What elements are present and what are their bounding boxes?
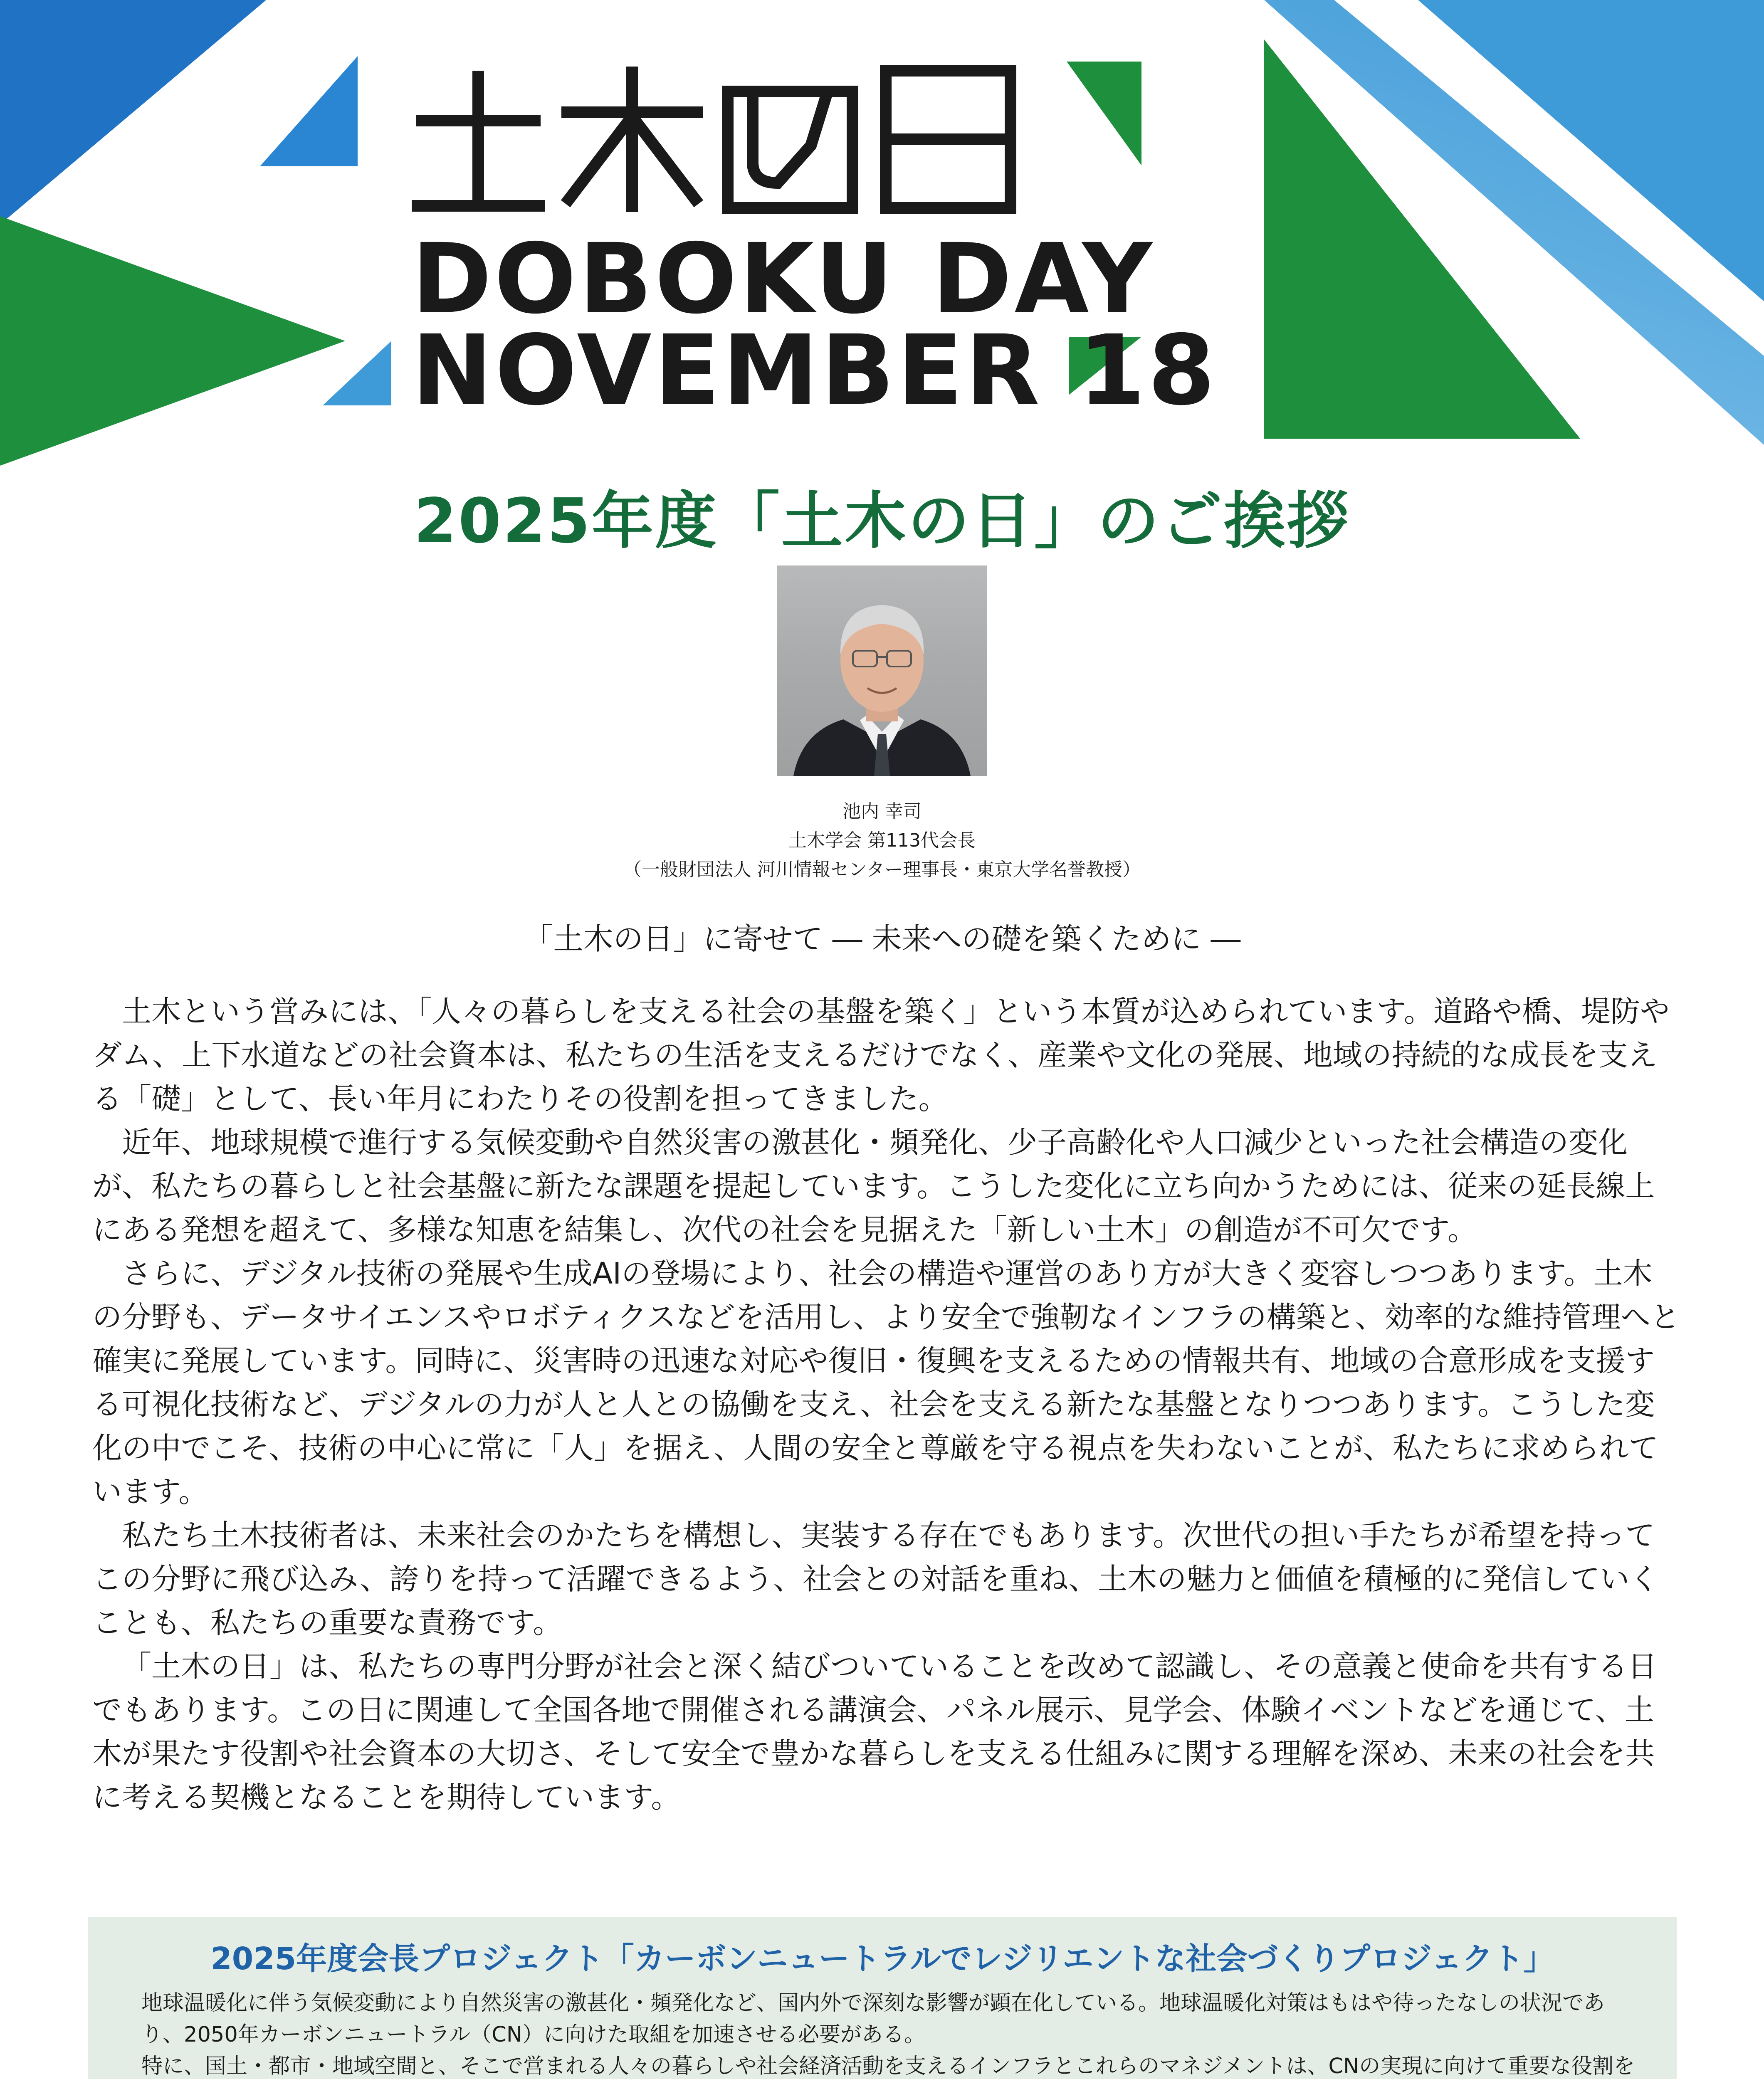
decor-triangle-left-green — [0, 216, 345, 466]
body-paragraph: 私たち土木技術者は、未来社会のかたちを構想し、実装する存在でもあります。次世代の担い手たちが希望を持ってこの分野に飛び込み、誇りを持って活躍できるよう、社会との対話を重ね、土木の魅力と価値を積極的に発信していくことも、私たちの重要な責務です。 — [92, 1518, 1659, 1640]
message-subtitle: 「土木の日」に寄せて ― 未来への礎を築くために ― — [523, 921, 1241, 956]
project-intro: 特に、国土・都市・地域空間と、そこで営まれる人々の暮らしや社会経済活動を支えるインフラとこれらのマネジメントは、CNの実現に向けて重要な役割を — [141, 2054, 1635, 2079]
body-paragraph: さらに、デジタル技術の発展や生成AIの登場により、社会の構造や運営のあり方が大きく変容しつつあります。土木の分野も、データサイエンスやロボティクスなどを活用し、より安全で強靭なインフラの構築と、効率的な維持管理へと確実に発展しています。同時に、災害時の迅速な対応や復旧・復興を支えるための情報共有、地域の合意形成を支援する可視化技術など、デジタルの力が人と人との協働を支え、社会を支える新たな基盤となりつつあります。こうした変化の中でこそ、技術の中心に常に「人」を据え、人間の安全と尊厳を守る視点を失わないことが、私たちに求められています。 — [92, 1256, 1680, 1509]
speaker-affiliation: （一般財団法人 河川情報センター理事長・東京大学名誉教授） — [623, 859, 1141, 880]
message-body — [92, 990, 1681, 1819]
decor-triangle-small-blue-bottom — [323, 341, 391, 405]
speaker-role: 土木学会 第113代会長 — [788, 830, 976, 851]
project-body — [141, 1988, 1638, 2079]
decor-triangle-small-green-top — [1067, 62, 1141, 165]
body-paragraph: 「土木の日」は、私たちの専門分野が社会と深く結びついていることを改めて認識し、その意義と使命を共有する日でもあります。この日に関連して全国各地で開催される講演会、パネル展示、見学会、体験イベントなどを通じて、土木が果たす役割や社会資本の大切さ、そして安全で豊かな暮らしを支える仕組みに関する理解を深め、未来の社会を共に考える契機となることを期待しています。 — [92, 1649, 1658, 1815]
speaker-name: 池内 幸司 — [842, 801, 922, 822]
speaker-portrait-illustration — [777, 565, 987, 776]
president-project-box — [88, 1917, 1677, 2079]
decor-triangle-top-left — [0, 0, 266, 225]
page-title: 2025年度「土木の日」のご挨拶 — [414, 485, 1350, 557]
project-title: 2025年度会長プロジェクト「カーボンニュートラルでレジリエントな社会づくりプロジェクト」 — [210, 1941, 1554, 1977]
body-paragraph: 近年、地球規模で進行する気候変動や自然災害の激甚化・頻発化、少子高齢化や人口減少といった社会構造の変化が、私たちの暮らしと社会基盤に新たな課題を提起しています。こうした変化に立ち向かうためには、従来の延長線上にある発想を超えて、多様な知恵を結集し、次代の社会を見据えた「新しい土木」の創造が不可欠です。 — [92, 1125, 1655, 1247]
decor-triangle-small-blue-top — [260, 56, 358, 166]
doboku-day-kanji-logo — [412, 62, 1027, 216]
logo-november-18-text: NOVEMBER 18 — [412, 314, 1218, 427]
project-intro: 地球温暖化に伴う気候変動により自然災害の激甚化・頻発化など、国内外で深刻な影響が顕在化している。地球温暖化対策はもはや待ったなしの状況であり、2050年カーボンニュートラル（CN）に向けた取組を加速させる必要がある。 — [141, 1991, 1605, 2047]
speaker-portrait — [777, 565, 987, 776]
logo-doboku-day-text: DOBOKU DAY — [412, 223, 1155, 335]
body-paragraph: 土木という営みには、「人々の暮らしを支える社会の基盤を築く」という本質が込められています。道路や橋、堤防やダム、上下水道などの社会資本は、私たちの生活を支えるだけでなく、産業や文化の発展、地域の持続的な成長を支える「礎」として、長い年月にわたりその役割を担ってきました。 — [92, 994, 1670, 1116]
